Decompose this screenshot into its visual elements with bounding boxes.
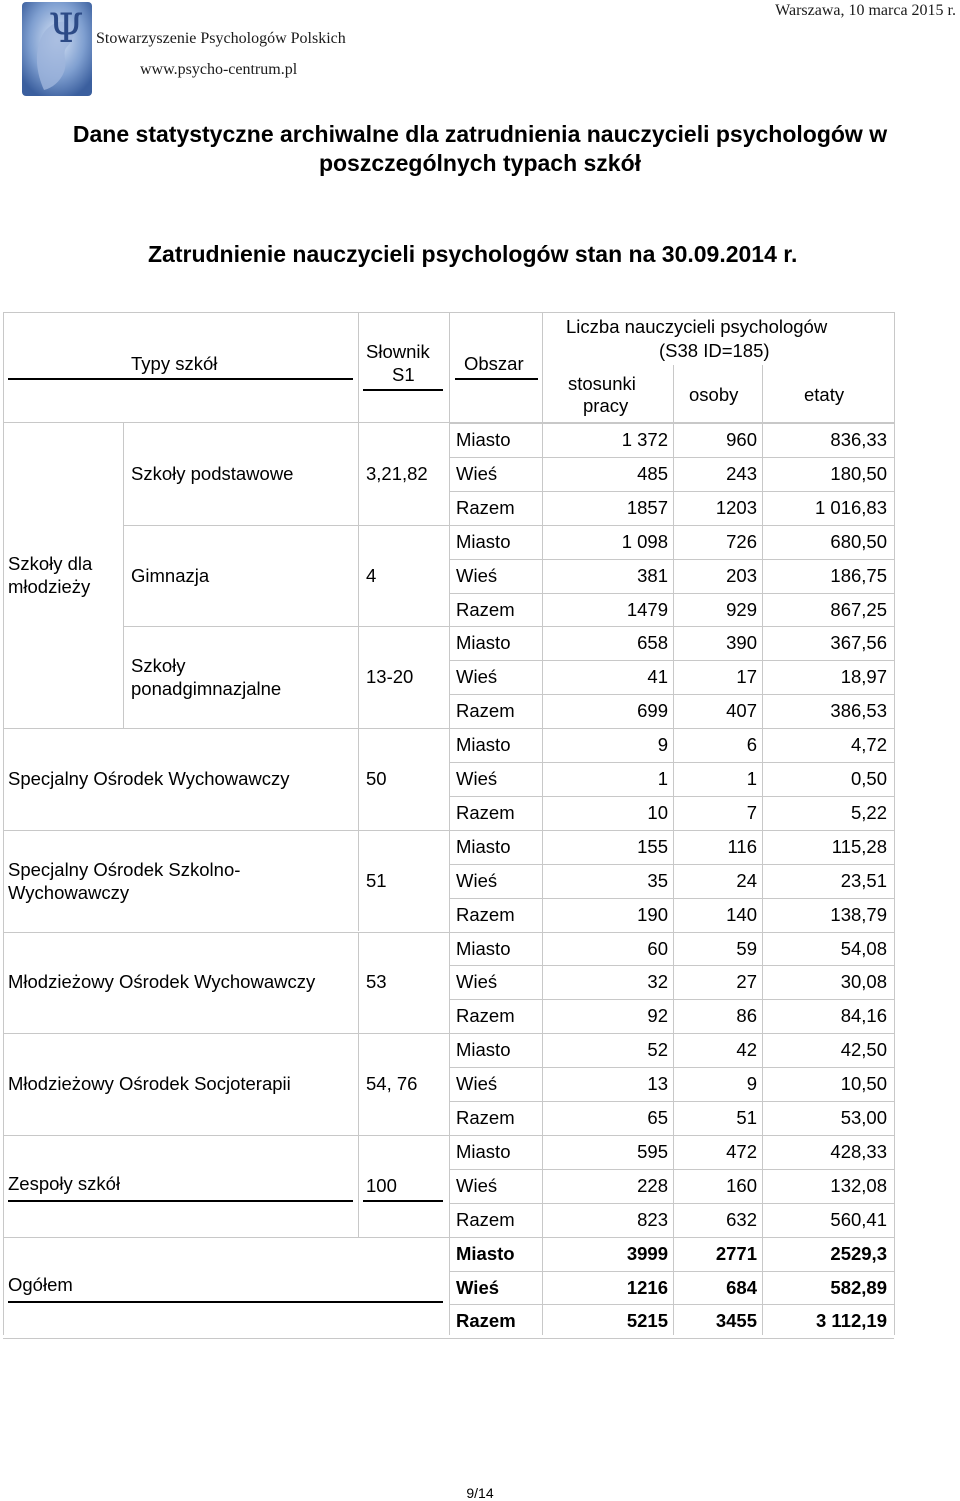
header-pracy: pracy xyxy=(583,395,629,416)
value-stosunki: 92 xyxy=(647,1005,668,1027)
area-label: Miasto xyxy=(456,1242,515,1264)
row-type-name: Specjalny Ośrodek Szkolno- xyxy=(8,858,241,880)
value-etaty: 3 112,19 xyxy=(816,1310,887,1332)
value-etaty: 115,28 xyxy=(831,835,887,857)
value-etaty: 10,50 xyxy=(840,1073,887,1095)
value-stosunki: 823 xyxy=(637,1208,668,1230)
value-stosunki: 3999 xyxy=(626,1242,668,1264)
document-date: Warszawa, 10 marca 2015 r. xyxy=(775,2,956,19)
row-line xyxy=(449,728,894,729)
area-label: Wieś xyxy=(456,564,498,586)
row-line xyxy=(449,796,894,797)
value-osoby: 160 xyxy=(726,1174,757,1196)
value-stosunki: 35 xyxy=(647,869,668,891)
value-stosunki: 13 xyxy=(647,1073,668,1095)
value-stosunki: 228 xyxy=(637,1174,668,1196)
area-label: Razem xyxy=(456,1310,516,1332)
value-stosunki: 5215 xyxy=(626,1310,668,1332)
value-stosunki: 595 xyxy=(637,1140,668,1162)
row-line xyxy=(449,1271,894,1272)
value-stosunki: 1 098 xyxy=(621,530,668,552)
area-label: Razem xyxy=(456,1005,515,1027)
value-stosunki: 52 xyxy=(647,1039,668,1061)
row-line xyxy=(449,965,894,966)
value-osoby: 86 xyxy=(736,1005,757,1027)
value-stosunki: 1479 xyxy=(626,598,668,620)
code-divider xyxy=(358,932,359,1034)
header-underline-obszar xyxy=(455,378,538,380)
youth-schools-label-2: młodzieży xyxy=(8,576,91,597)
value-osoby: 1 xyxy=(746,768,757,789)
area-label: Miasto xyxy=(456,734,511,756)
code-divider xyxy=(358,423,359,525)
row-type-name: Szkoły xyxy=(131,655,186,677)
value-etaty: 53,00 xyxy=(840,1107,887,1128)
area-label: Wieś xyxy=(456,869,498,891)
code-divider xyxy=(358,728,359,830)
value-osoby: 632 xyxy=(726,1208,757,1230)
row-line xyxy=(449,423,894,424)
row-code: 100 xyxy=(366,1174,397,1196)
row-type-name-2: Wychowawczy xyxy=(8,881,130,903)
value-etaty: 30,08 xyxy=(840,971,887,993)
area-label: Wieś xyxy=(456,768,498,789)
header-obszar: Obszar xyxy=(464,353,524,374)
row-line xyxy=(449,1101,894,1102)
value-osoby: 203 xyxy=(726,564,757,586)
row-code: 51 xyxy=(366,869,387,891)
value-osoby: 7 xyxy=(746,801,757,823)
value-etaty: 180,50 xyxy=(830,462,887,484)
value-etaty: 1 016,83 xyxy=(814,496,887,518)
header-stosunki: stosunki xyxy=(568,373,636,394)
group-separator xyxy=(3,1033,449,1034)
value-osoby: 390 xyxy=(726,632,757,654)
value-etaty: 186,75 xyxy=(830,564,887,586)
value-osoby: 17 xyxy=(736,666,757,688)
value-etaty: 42,50 xyxy=(840,1039,887,1061)
value-osoby: 929 xyxy=(726,598,757,620)
table-title: Zatrudnienie nauczycieli psychologów stan na 30.09.2014 r. xyxy=(148,241,798,267)
area-label: Razem xyxy=(456,903,515,925)
code-divider xyxy=(358,830,359,932)
row-type-name: Ogółem xyxy=(8,1274,73,1296)
row-line xyxy=(449,830,894,831)
value-osoby: 51 xyxy=(736,1107,757,1128)
row-line xyxy=(449,660,894,661)
area-label: Razem xyxy=(456,801,515,823)
value-etaty: 138,79 xyxy=(830,903,887,925)
value-stosunki: 381 xyxy=(637,564,668,586)
area-label: Razem xyxy=(456,496,515,518)
area-label: Razem xyxy=(456,1208,515,1230)
website-link[interactable]: www.psycho-centrum.pl xyxy=(140,61,298,78)
value-stosunki: 699 xyxy=(637,700,668,722)
row-code: 54, 76 xyxy=(366,1073,418,1095)
value-etaty: 367,56 xyxy=(830,632,887,654)
header-underline-slownik xyxy=(363,389,443,391)
header-school-types: Typy szkół xyxy=(131,353,218,374)
group-separator xyxy=(123,525,449,526)
value-etaty: 867,25 xyxy=(830,598,887,620)
row-code: 3,21,82 xyxy=(366,462,428,484)
row-line xyxy=(449,1169,894,1170)
underline-ogolem xyxy=(8,1301,443,1303)
value-osoby: 3455 xyxy=(715,1310,757,1332)
value-stosunki: 41 xyxy=(647,666,668,688)
area-label: Wieś xyxy=(456,971,498,993)
area-label: Razem xyxy=(456,700,515,722)
value-osoby: 140 xyxy=(726,903,757,925)
youth-separator xyxy=(3,728,123,729)
value-stosunki: 190 xyxy=(637,903,668,925)
value-stosunki: 1 xyxy=(657,768,668,789)
value-etaty: 54,08 xyxy=(840,937,887,959)
value-etaty: 680,50 xyxy=(830,530,887,552)
code-divider xyxy=(358,1135,359,1237)
value-etaty: 582,89 xyxy=(830,1276,887,1298)
value-osoby: 42 xyxy=(736,1039,757,1061)
header-divider xyxy=(358,312,359,422)
value-etaty: 428,33 xyxy=(830,1140,887,1162)
value-osoby: 6 xyxy=(746,734,757,756)
row-type-name: Szkoły podstawowe xyxy=(131,462,294,484)
value-stosunki: 10 xyxy=(647,801,668,823)
logo-psi: Ψ xyxy=(48,6,84,52)
row-line xyxy=(449,999,894,1000)
value-osoby: 2771 xyxy=(715,1242,757,1264)
youth-divider xyxy=(123,423,124,728)
underline-zespoly xyxy=(8,1200,353,1202)
row-type-name: Młodzieżowy Ośrodek Socjoterapii xyxy=(8,1073,291,1095)
value-stosunki: 1216 xyxy=(626,1276,668,1298)
value-stosunki: 65 xyxy=(647,1107,668,1128)
value-etaty: 132,08 xyxy=(830,1174,887,1196)
row-line xyxy=(449,1135,894,1136)
value-osoby: 9 xyxy=(746,1073,757,1095)
value-osoby: 24 xyxy=(736,869,757,891)
organization-name: Stowarzyszenie Psychologów Polskich xyxy=(96,30,346,47)
document-title-text: Dane statystyczne archiwalne dla zatrudnienia nauczycieli psychologów w poszczególnych typach szkół xyxy=(72,121,888,176)
group-separator xyxy=(3,830,449,831)
col-divider-osoby xyxy=(673,365,674,1335)
area-label: Miasto xyxy=(456,429,511,450)
header-slownik: Słownik xyxy=(366,341,430,362)
value-osoby: 1203 xyxy=(715,496,757,518)
header-underline-types xyxy=(8,378,353,380)
value-osoby: 243 xyxy=(726,462,757,484)
area-label: Razem xyxy=(456,1107,515,1128)
area-label: Miasto xyxy=(456,1140,511,1162)
col-divider-etaty xyxy=(762,365,763,1335)
row-type-name: Zespoły szkół xyxy=(8,1172,121,1194)
header-group-id: (S38 ID=185) xyxy=(659,340,770,361)
value-etaty: 836,33 xyxy=(830,429,887,450)
row-code: 13-20 xyxy=(366,666,414,688)
row-line xyxy=(449,525,894,526)
area-label: Wieś xyxy=(456,1276,500,1298)
area-label: Miasto xyxy=(456,632,511,654)
row-line xyxy=(449,491,894,492)
value-osoby: 726 xyxy=(726,530,757,552)
code-divider xyxy=(358,525,359,627)
row-type-name: Młodzieżowy Ośrodek Wychowawczy xyxy=(8,971,316,993)
row-line xyxy=(449,1033,894,1034)
area-label: Miasto xyxy=(456,1039,511,1061)
obszar-divider xyxy=(449,312,450,1335)
area-label: Wieś xyxy=(456,666,498,688)
row-type-name-2: ponadgimnazjalne xyxy=(131,678,282,700)
area-label: Miasto xyxy=(456,835,511,857)
table-border-bottom xyxy=(3,1338,894,1339)
row-type-name: Gimnazja xyxy=(131,564,210,586)
area-label: Miasto xyxy=(456,937,511,959)
row-line xyxy=(449,1203,894,1204)
row-line xyxy=(449,1067,894,1068)
value-stosunki: 658 xyxy=(637,632,668,654)
row-line xyxy=(449,457,894,458)
value-stosunki: 485 xyxy=(637,462,668,484)
value-osoby: 116 xyxy=(727,835,757,857)
header-group: Liczba nauczycieli psychologów xyxy=(566,316,828,337)
row-line xyxy=(449,932,894,933)
group-separator xyxy=(3,932,449,933)
row-line xyxy=(449,898,894,899)
value-etaty: 560,41 xyxy=(830,1208,887,1230)
code-divider xyxy=(358,1033,359,1135)
value-stosunki: 9 xyxy=(657,734,668,756)
area-label: Wieś xyxy=(456,1174,498,1196)
value-etaty: 2529,3 xyxy=(830,1242,887,1264)
value-stosunki: 1 372 xyxy=(621,429,668,450)
value-osoby: 27 xyxy=(736,971,757,993)
group-separator xyxy=(3,1135,449,1136)
row-line xyxy=(449,1304,894,1305)
area-label: Wieś xyxy=(456,462,498,484)
value-etaty: 84,16 xyxy=(840,1005,887,1027)
group-separator xyxy=(3,1237,449,1238)
table-border-right xyxy=(894,312,895,1335)
numbers-divider xyxy=(542,312,543,1335)
row-line xyxy=(449,559,894,560)
value-osoby: 684 xyxy=(726,1276,757,1298)
area-label: Razem xyxy=(456,598,515,620)
area-label: Miasto xyxy=(456,530,511,552)
value-etaty: 18,97 xyxy=(840,666,887,688)
value-etaty: 23,51 xyxy=(840,869,887,891)
header-slownik-s1: S1 xyxy=(392,364,415,385)
row-line xyxy=(449,694,894,695)
value-stosunki: 60 xyxy=(647,937,668,959)
underline-zespoly-code xyxy=(363,1200,443,1202)
row-line xyxy=(449,1237,894,1238)
area-label: Wieś xyxy=(456,1073,498,1095)
value-etaty: 5,22 xyxy=(850,801,887,823)
row-line xyxy=(449,626,894,627)
value-etaty: 0,50 xyxy=(850,768,887,789)
value-osoby: 960 xyxy=(726,429,757,450)
youth-schools-label: Szkoły dla xyxy=(8,553,93,574)
group-separator xyxy=(123,626,449,627)
value-osoby: 407 xyxy=(726,700,757,722)
value-etaty: 386,53 xyxy=(830,700,887,722)
row-line xyxy=(449,593,894,594)
table-border-left xyxy=(3,312,4,1335)
row-code: 4 xyxy=(366,564,377,586)
row-type-name: Specjalny Ośrodek Wychowawczy xyxy=(8,767,290,789)
value-etaty: 4,72 xyxy=(850,734,887,756)
row-line xyxy=(449,762,894,763)
value-stosunki: 155 xyxy=(637,835,668,857)
page-number: 9/14 xyxy=(466,1485,494,1501)
value-osoby: 472 xyxy=(726,1140,757,1162)
header-osoby: osoby xyxy=(689,384,739,405)
row-line xyxy=(449,864,894,865)
value-stosunki: 32 xyxy=(647,971,668,993)
value-osoby: 59 xyxy=(736,937,757,959)
value-stosunki: 1857 xyxy=(626,496,668,518)
row-code: 53 xyxy=(366,971,387,993)
header-etaty: etaty xyxy=(804,384,845,405)
row-code: 50 xyxy=(366,767,387,789)
code-divider xyxy=(358,626,359,728)
